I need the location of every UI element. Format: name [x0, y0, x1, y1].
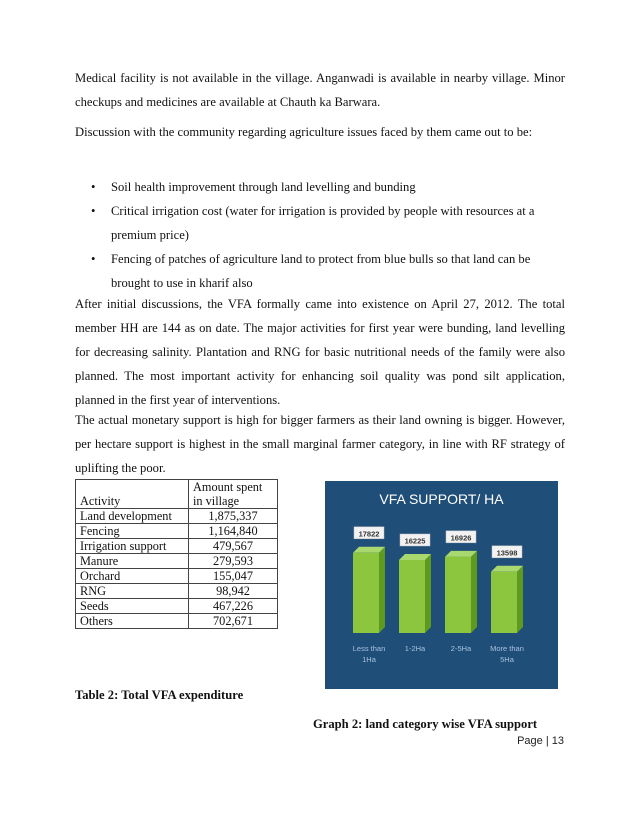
- tick-label: 2-5Ha: [450, 644, 472, 653]
- chart-title: VFA SUPPORT/ HA: [379, 491, 504, 507]
- table-row: Seeds 467,226: [76, 599, 278, 614]
- data-label: 17822: [358, 529, 380, 539]
- expenditure-table: [75, 479, 278, 629]
- chart-caption: Graph 2: land category wise VFA support: [313, 717, 538, 731]
- bar: [491, 572, 517, 633]
- bar-side: [379, 547, 385, 633]
- table-row: RNG 98,942: [76, 584, 278, 599]
- data-label: 16926: [450, 533, 472, 543]
- bar: [445, 557, 471, 633]
- bullet-icon: •: [91, 180, 96, 194]
- tick-label: 1-2Ha: [404, 644, 426, 653]
- list-item: • Fencing of patches of agriculture land to protect from blue bulls so that land can be brought to use in kharif also: [91, 247, 565, 295]
- list-item: • Soil health improvement through land levelling and bunding: [91, 175, 565, 199]
- table-row: Others 702,671: [76, 614, 278, 629]
- paragraph-vfa-formation: After initial discussions, the VFA formally came into existence on April 27, 2012. The total member HH are 144 as on date. The major activities for first year were bunding, land levelling for decreasing salinity. Plantation and RNG for basic nutritional needs of the family were also planned. The most important activity for enhancing soil quality was pond silt application, planned in the first year of interventions.: [75, 297, 565, 407]
- bar: [353, 553, 379, 633]
- table-caption: Table 2: Total VFA expenditure: [75, 688, 244, 702]
- data-label: 13598: [496, 548, 518, 558]
- bar-side: [425, 554, 431, 633]
- data-label: 16225: [404, 536, 426, 546]
- table-row: Land development 1,875,337: [76, 509, 278, 524]
- paragraph-monetary-support: The actual monetary support is high for bigger farmers as their land owning is bigger. However, per hectare support is highest in the small marginal farmer category, in line with RF strategy of uplifting the poor.: [75, 413, 565, 475]
- page-footer: Page | 13: [517, 735, 564, 747]
- table-row: Manure 279,593: [76, 554, 278, 569]
- bullet-list: [91, 175, 565, 295]
- bar-side: [517, 566, 523, 633]
- vfa-support-chart: [325, 481, 558, 689]
- table-header-amount: Amount spent in village: [189, 480, 278, 509]
- table-row: Fencing 1,164,840: [76, 524, 278, 539]
- tick-label: 5Ha: [500, 655, 514, 664]
- tick-label: Less than: [352, 644, 386, 653]
- table-row: Irrigation support 479,567: [76, 539, 278, 554]
- tick-label: More than: [490, 644, 524, 653]
- paragraph-medical: Medical facility is not available in the village. Anganwadi is available in nearby village. Minor checkups and medicines are available at Chauth ka Barwara.: [75, 71, 565, 109]
- bullet-icon: •: [91, 204, 96, 218]
- table-header-activity: Activity: [76, 480, 189, 509]
- bar: [399, 560, 425, 633]
- table-header-row: [76, 480, 278, 509]
- list-item: • Critical irrigation cost (water for irrigation is provided by people with resources at a premium price): [91, 199, 565, 247]
- paragraph-discussion: Discussion with the community regarding agriculture issues faced by them came out to be:: [75, 125, 533, 139]
- tick-label: 1Ha: [362, 655, 376, 664]
- bar-side: [471, 551, 477, 633]
- bullet-icon: •: [91, 252, 96, 266]
- table-row: Orchard 155,047: [76, 569, 278, 584]
